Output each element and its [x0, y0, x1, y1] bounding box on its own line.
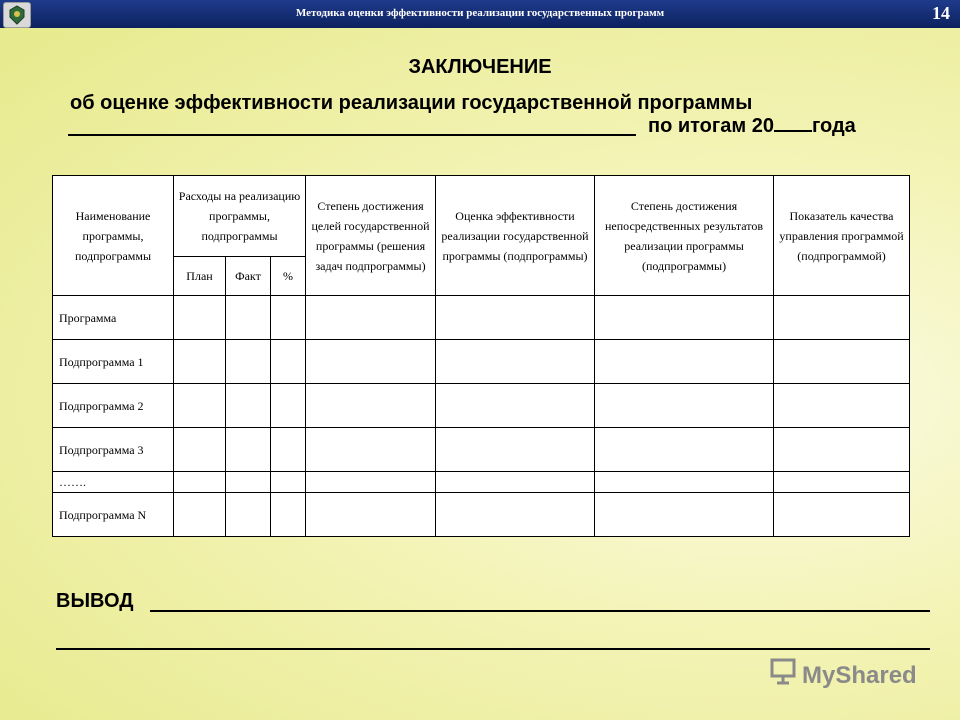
table-cell[interactable]	[774, 493, 910, 537]
page-number: 14	[932, 3, 950, 23]
table-cell[interactable]	[226, 493, 271, 537]
header-efficiency: Оценка эффективности реализации государственной программы (подпрограммы)	[436, 176, 595, 296]
table-cell[interactable]	[271, 428, 306, 472]
row-label: Программа	[53, 296, 174, 340]
table-cell[interactable]	[174, 428, 226, 472]
table-cell[interactable]	[271, 296, 306, 340]
header-fact: Факт	[226, 257, 271, 296]
table-cell[interactable]	[774, 472, 910, 493]
table-cell[interactable]	[774, 296, 910, 340]
row-label: Подпрограмма 1	[53, 340, 174, 384]
year-blank	[774, 114, 812, 132]
year-suffix: года	[811, 115, 856, 137]
table-cell[interactable]	[226, 340, 271, 384]
row-label: …….	[53, 472, 174, 493]
program-name-blank	[68, 134, 636, 136]
table-cell[interactable]	[595, 296, 774, 340]
table-cell[interactable]	[306, 296, 436, 340]
document-title: ЗАКЛЮЧЕНИЕ	[408, 56, 552, 78]
year-prefix: по итогам 20	[648, 115, 774, 137]
table-cell[interactable]	[436, 340, 595, 384]
table-cell[interactable]	[436, 384, 595, 428]
table-cell[interactable]	[174, 340, 226, 384]
table-cell[interactable]	[306, 428, 436, 472]
table-cell[interactable]	[774, 428, 910, 472]
top-bar	[0, 0, 960, 28]
header-quality: Показатель качества управления программой (подпрограммой)	[774, 176, 910, 296]
table-row	[53, 472, 910, 493]
header-expenses: Расходы на реализацию программы, подпрограммы	[174, 176, 306, 257]
table-cell[interactable]	[306, 340, 436, 384]
conclusion-label: ВЫВОД	[56, 590, 134, 612]
table-cell[interactable]	[306, 472, 436, 493]
table-cell[interactable]	[226, 384, 271, 428]
conclusion-blank-2	[56, 648, 930, 650]
table-cell[interactable]	[174, 384, 226, 428]
row-label: Подпрограмма 3	[53, 428, 174, 472]
table-cell[interactable]	[226, 296, 271, 340]
table-row	[53, 384, 910, 428]
table-row	[53, 428, 910, 472]
year-line	[648, 114, 856, 138]
table-cell[interactable]	[306, 493, 436, 537]
table-row	[53, 493, 910, 537]
presentation-icon	[768, 656, 798, 697]
presentation-title: Методика оценки эффективности реализации государственных программ	[295, 7, 665, 19]
table-cell[interactable]	[271, 384, 306, 428]
table-cell[interactable]	[595, 472, 774, 493]
table-cell[interactable]	[774, 340, 910, 384]
table-cell[interactable]	[436, 296, 595, 340]
table-cell[interactable]	[174, 296, 226, 340]
conclusion-blank-1	[150, 610, 930, 612]
header-plan: План	[174, 257, 226, 296]
table-cell[interactable]	[306, 384, 436, 428]
header-name: Наименование программы, подпрограммы	[53, 176, 174, 296]
header-percent: %	[271, 257, 306, 296]
table-cell[interactable]	[774, 384, 910, 428]
header-results-degree: Степень достижения непосредственных результатов реализации программы (подпрограммы)	[595, 176, 774, 296]
table-cell[interactable]	[595, 384, 774, 428]
watermark-text: MyShared	[802, 661, 917, 689]
table-cell[interactable]	[174, 493, 226, 537]
table-cell[interactable]	[174, 472, 226, 493]
table-row	[53, 296, 910, 340]
table-cell[interactable]	[271, 340, 306, 384]
table-cell[interactable]	[226, 428, 271, 472]
row-label: Подпрограмма N	[53, 493, 174, 537]
table-cell[interactable]	[436, 493, 595, 537]
table-cell[interactable]	[271, 472, 306, 493]
watermark	[768, 656, 928, 692]
header-goal-degree: Степень достижения целей государственной программы (решения задач подпрограммы)	[306, 176, 436, 296]
table-cell[interactable]	[436, 472, 595, 493]
table-cell[interactable]	[595, 428, 774, 472]
table-cell[interactable]	[271, 493, 306, 537]
table-cell[interactable]	[595, 493, 774, 537]
table-cell[interactable]	[226, 472, 271, 493]
table-cell[interactable]	[436, 428, 595, 472]
evaluation-table	[52, 175, 910, 537]
table-row	[53, 340, 910, 384]
document-subtitle: об оценке эффективности реализации государственной программы	[70, 92, 753, 114]
row-label: Подпрограмма 2	[53, 384, 174, 428]
table-cell[interactable]	[595, 340, 774, 384]
